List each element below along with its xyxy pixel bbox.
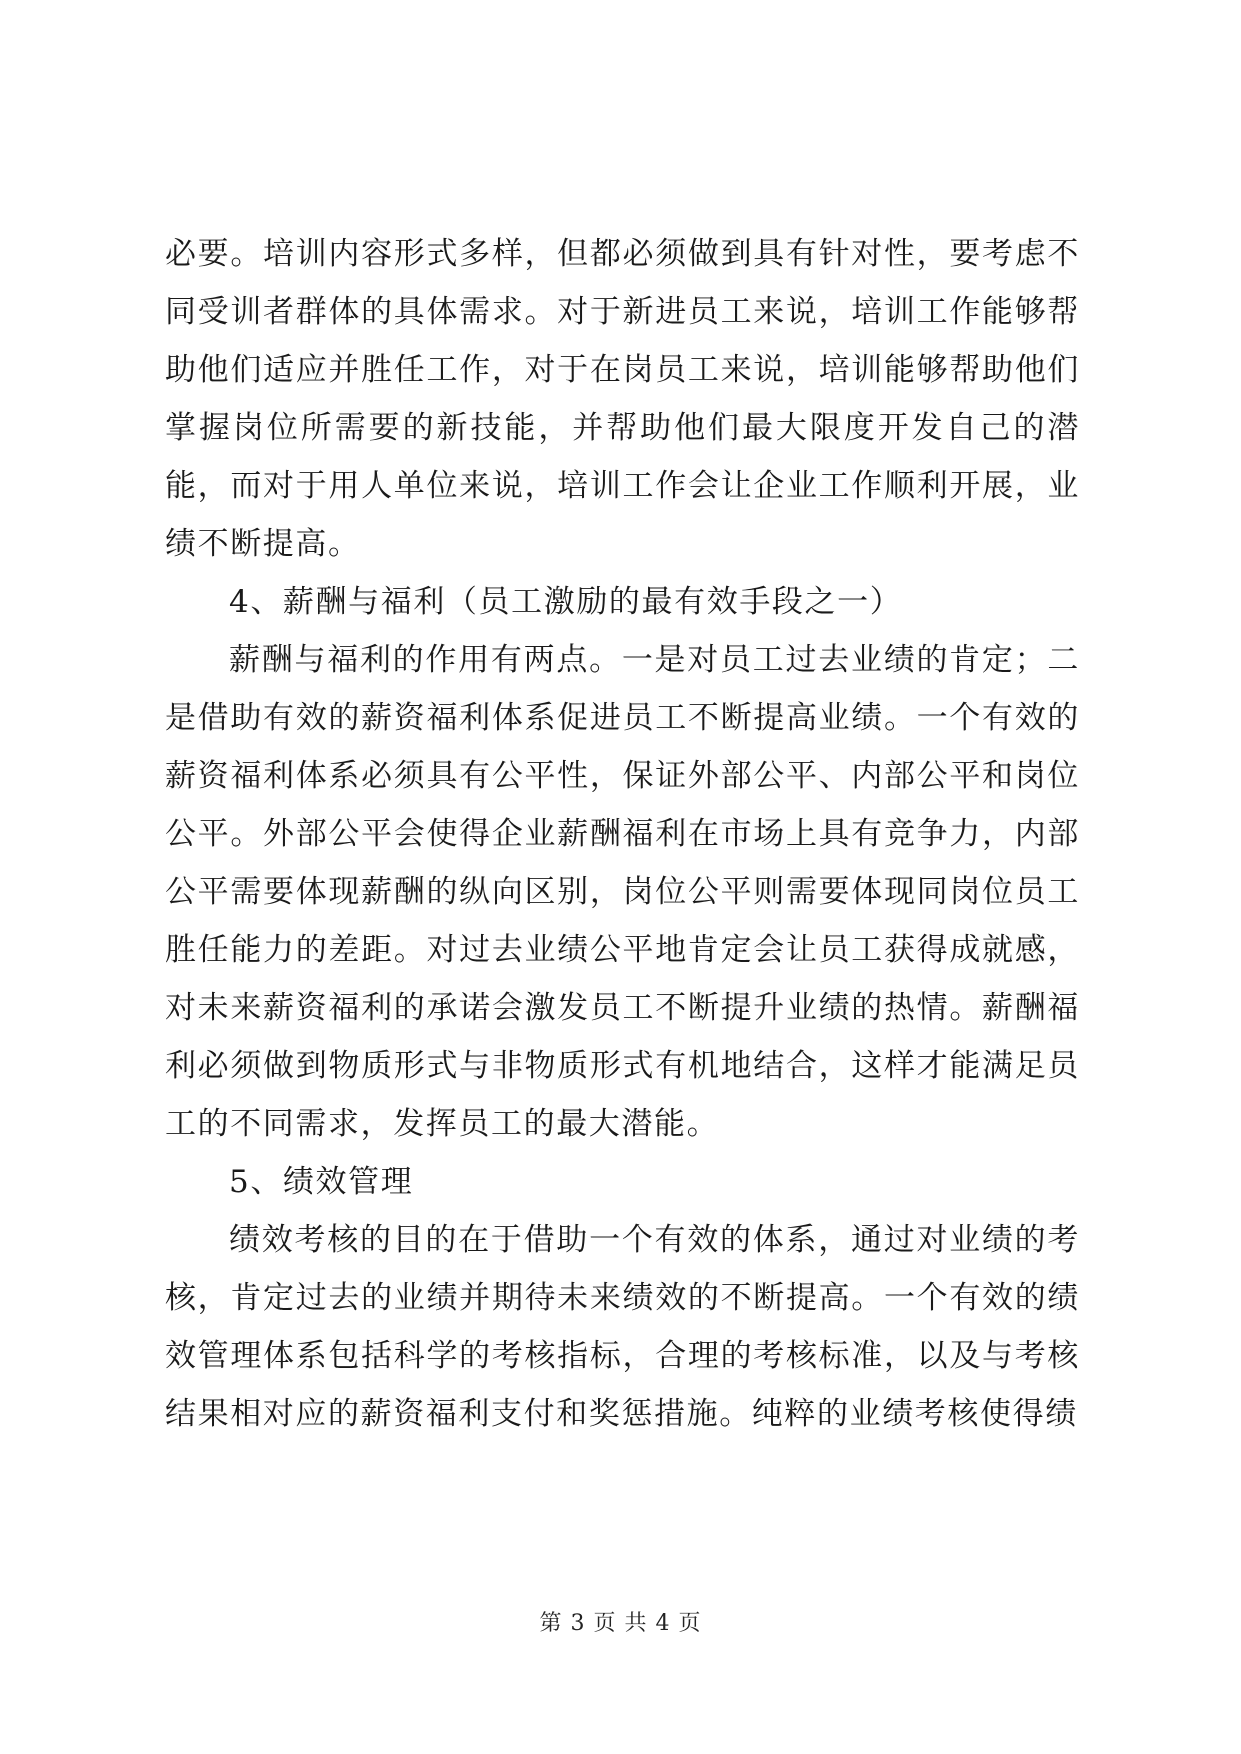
section-heading-performance: 5、绩效管理 bbox=[229, 1164, 414, 1200]
paragraph-training-conclusion: 必要。培训内容形式多样，但都必须做到具有针对性，要考虑不同受训者群体的具体需求。对于新进员工来说，培训工作能够帮助他们适应并胜任工作，对于在岗员工来说，培训能够帮助他们掌握岗位所需要的新技能，并帮助他们最大限度开发自己的潜能，而对于用人单位来说，培训工作会让企业工作顺利开展，业绩不断提高。 bbox=[165, 236, 1080, 562]
paragraph-performance: 绩效考核的目的在于借助一个有效的体系，通过对业绩的考核，肯定过去的业绩并期待未来绩效的不断提高。一个有效的绩效管理体系包括科学的考核指标，合理的考核标准，以及与考核结果相对应的薪资福利支付和奖惩措施。纯粹的业绩考核使得绩 bbox=[165, 1222, 1080, 1432]
page-footer: 第 3 页 共 4 页 bbox=[539, 1611, 702, 1636]
paragraph-compensation: 薪酬与福利的作用有两点。一是对员工过去业绩的肯定；二是借助有效的薪资福利体系促进员工不断提高业绩。一个有效的薪资福利体系必须具有公平性，保证外部公平、内部公平和岗位公平。外部公平会使得企业薪酬福利在市场上具有竞争力，内部公平需要体现薪酬的纵向区别，岗位公平则需要体现同岗位员工胜任能力的差距。对过去业绩公平地肯定会让员工获得成就感，对未来薪资福利的承诺会激发员工不断提升业绩的热情。薪酬福利必须做到物质形式与非物质形式有机地结合，这样才能满足员工的不同需求，发挥员工的最大潜能。 bbox=[165, 642, 1080, 1142]
section-heading-compensation: 4、薪酬与福利（员工激励的最有效手段之一） bbox=[229, 584, 903, 620]
body-text bbox=[165, 225, 1080, 1443]
